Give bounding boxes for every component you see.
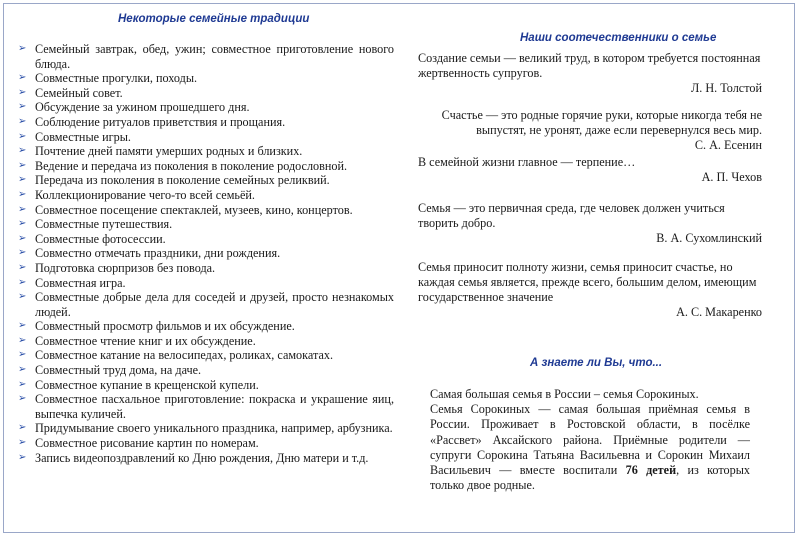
tradition-text: Семейный завтрак, обед, ужин; совместное приготовление нового блюда. — [35, 42, 394, 71]
tradition-item — [18, 42, 394, 71]
tradition-text: Совместные путешествия. — [35, 217, 173, 232]
tradition-text: Совместные добрые дела для соседей и друзей, просто незнакомых людей. — [35, 290, 394, 319]
tradition-item — [18, 276, 394, 291]
tradition-item — [18, 86, 394, 101]
tradition-text: Совместное посещение спектаклей, музеев, кино, концертов. — [35, 202, 353, 217]
tradition-text: Совместное пасхальное приготовление: покраска и украшение яиц, выпечка куличей. — [35, 392, 394, 421]
tradition-item — [18, 436, 394, 451]
tradition-item — [18, 130, 394, 145]
tradition-item — [18, 334, 394, 349]
quote-text: Счастье — это родные горячие руки, которые никогда тебя не выпустят, не уронят, даже если перевернулся весь мир. — [441, 108, 762, 137]
did-you-know-line: Самая большая семья в России – семья Сорокиных. — [430, 387, 699, 401]
arrow-bullet-icon: ➢ — [18, 72, 27, 84]
tradition-text: Ведение и передача из поколения в поколение родословной. — [35, 158, 348, 173]
quote-item — [418, 155, 762, 185]
traditions-list — [18, 42, 394, 465]
arrow-bullet-icon: ➢ — [18, 320, 27, 332]
tradition-text: Совместное купание в крещенской купели. — [35, 377, 259, 392]
tradition-text: Совместно отмечать праздники, дни рождения. — [35, 246, 281, 261]
tradition-text: Совместные прогулки, походы. — [35, 71, 198, 86]
quote-item — [418, 108, 762, 153]
quote-author: А. С. Макаренко — [676, 305, 762, 319]
paragraph-text-end: , из которых только двое родные. — [430, 463, 750, 493]
tradition-text: Совместные фотосессии. — [35, 231, 166, 246]
quote-text: В семейной жизни главное — терпение… — [418, 155, 636, 169]
tradition-item — [18, 115, 394, 130]
quote-text: Семья — это первичная среда, где человек должен учиться творить добро. — [418, 201, 725, 230]
tradition-item — [18, 348, 394, 363]
arrow-bullet-icon: ➢ — [18, 101, 27, 113]
children-count: 76 детей — [625, 463, 677, 478]
arrow-bullet-icon: ➢ — [18, 291, 27, 303]
tradition-item — [18, 100, 394, 115]
arrow-bullet-icon: ➢ — [18, 261, 27, 273]
quote-text: Семья приносит полноту жизни, семья приносит счастье, но каждая семья является, прежде всего, большим делом, имеющим государственное значение — [418, 260, 757, 304]
tradition-item — [18, 173, 394, 188]
arrow-bullet-icon: ➢ — [18, 174, 27, 186]
tradition-item — [18, 378, 394, 393]
arrow-bullet-icon: ➢ — [18, 393, 27, 405]
quote-author: В. А. Сухомлинский — [656, 231, 762, 245]
tradition-item — [18, 421, 394, 436]
tradition-text: Запись видеопоздравлений ко Дню рождения, Дню матери и т.д. — [35, 450, 369, 465]
arrow-bullet-icon: ➢ — [18, 378, 27, 390]
quotes-heading: Наши соотечественники о семье — [520, 32, 717, 44]
tradition-item — [18, 319, 394, 334]
tradition-text: Совместный просмотр фильмов и их обсуждение. — [35, 319, 295, 334]
tradition-item — [18, 71, 394, 86]
arrow-bullet-icon: ➢ — [18, 349, 27, 361]
quote-author: С. А. Есенин — [694, 138, 762, 152]
tradition-item — [18, 217, 394, 232]
arrow-bullet-icon: ➢ — [18, 188, 27, 200]
did-you-know-section — [430, 387, 750, 493]
quote-author: Л. Н. Толстой — [691, 81, 762, 95]
arrow-bullet-icon: ➢ — [18, 145, 27, 157]
tradition-text: Передача из поколения в поколение семейных реликвий. — [35, 173, 330, 188]
tradition-text: Подготовка сюрпризов без повода. — [35, 260, 216, 275]
arrow-bullet-icon: ➢ — [18, 247, 27, 259]
quote-item — [418, 201, 762, 246]
did-you-know-heading: А знаете ли Вы, что... — [530, 357, 663, 369]
arrow-bullet-icon: ➢ — [18, 232, 27, 244]
traditions-heading: Некоторые семейные традиции — [118, 13, 310, 25]
arrow-bullet-icon: ➢ — [18, 451, 27, 463]
tradition-item — [18, 392, 394, 421]
tradition-item — [18, 188, 394, 203]
tradition-text: Совместные игры. — [35, 129, 131, 144]
tradition-item — [18, 144, 394, 159]
tradition-text: Придумывание своего уникального праздника, например, арбузника. — [35, 421, 393, 436]
arrow-bullet-icon: ➢ — [18, 276, 27, 288]
tradition-item — [18, 159, 394, 174]
arrow-bullet-icon: ➢ — [18, 218, 27, 230]
tradition-item — [18, 363, 394, 378]
arrow-bullet-icon: ➢ — [18, 130, 27, 142]
arrow-bullet-icon: ➢ — [18, 43, 27, 54]
tradition-text: Совместное чтение книг и их обсуждение. — [35, 333, 256, 348]
tradition-item — [18, 290, 394, 319]
paragraph-text: Семья Сорокиных — самая большая приёмная семья в России. Проживает в Ростовской области, в посёлке «Рассвет» Аксайского района. Приёмные родители — супруги Сорокина Татьяна Васильевна и Сорокин Михаил Васильевич — вместе воспитали — [430, 402, 750, 478]
quote-author: А. П. Чехов — [701, 170, 762, 184]
quote-text: Создание семьи — великий труд, в котором требуется постоянная жертвенность супругов. — [418, 51, 761, 80]
arrow-bullet-icon: ➢ — [18, 437, 27, 449]
did-you-know-paragraph — [430, 402, 750, 493]
tradition-text: Совместный труд дома, на даче. — [35, 363, 202, 378]
arrow-bullet-icon: ➢ — [18, 334, 27, 346]
tradition-text: Совместное рисование картин по номерам. — [35, 436, 259, 451]
arrow-bullet-icon: ➢ — [18, 115, 27, 127]
tradition-text: Совместная игра. — [35, 275, 126, 290]
tradition-text: Обсуждение за ужином прошедшего дня. — [35, 100, 250, 115]
arrow-bullet-icon: ➢ — [18, 364, 27, 376]
tradition-item — [18, 246, 394, 261]
arrow-bullet-icon: ➢ — [18, 422, 27, 434]
tradition-item — [18, 261, 394, 276]
quotes-section — [418, 51, 762, 320]
arrow-bullet-icon: ➢ — [18, 159, 27, 171]
arrow-bullet-icon: ➢ — [18, 86, 27, 98]
tradition-text: Соблюдение ритуалов приветствия и прощания. — [35, 114, 286, 129]
tradition-item — [18, 451, 394, 466]
quote-item — [418, 260, 762, 320]
tradition-text: Семейный совет. — [35, 85, 123, 100]
tradition-text: Коллекционирование чего-то всей семьёй. — [35, 187, 255, 202]
tradition-item — [18, 232, 394, 247]
arrow-bullet-icon: ➢ — [18, 203, 27, 215]
quote-item — [418, 51, 762, 96]
tradition-item — [18, 203, 394, 218]
tradition-text: Почтение дней памяти умерших родных и близких. — [35, 144, 303, 159]
tradition-text: Совместное катание на велосипедах, роликах, самокатах. — [35, 348, 334, 363]
